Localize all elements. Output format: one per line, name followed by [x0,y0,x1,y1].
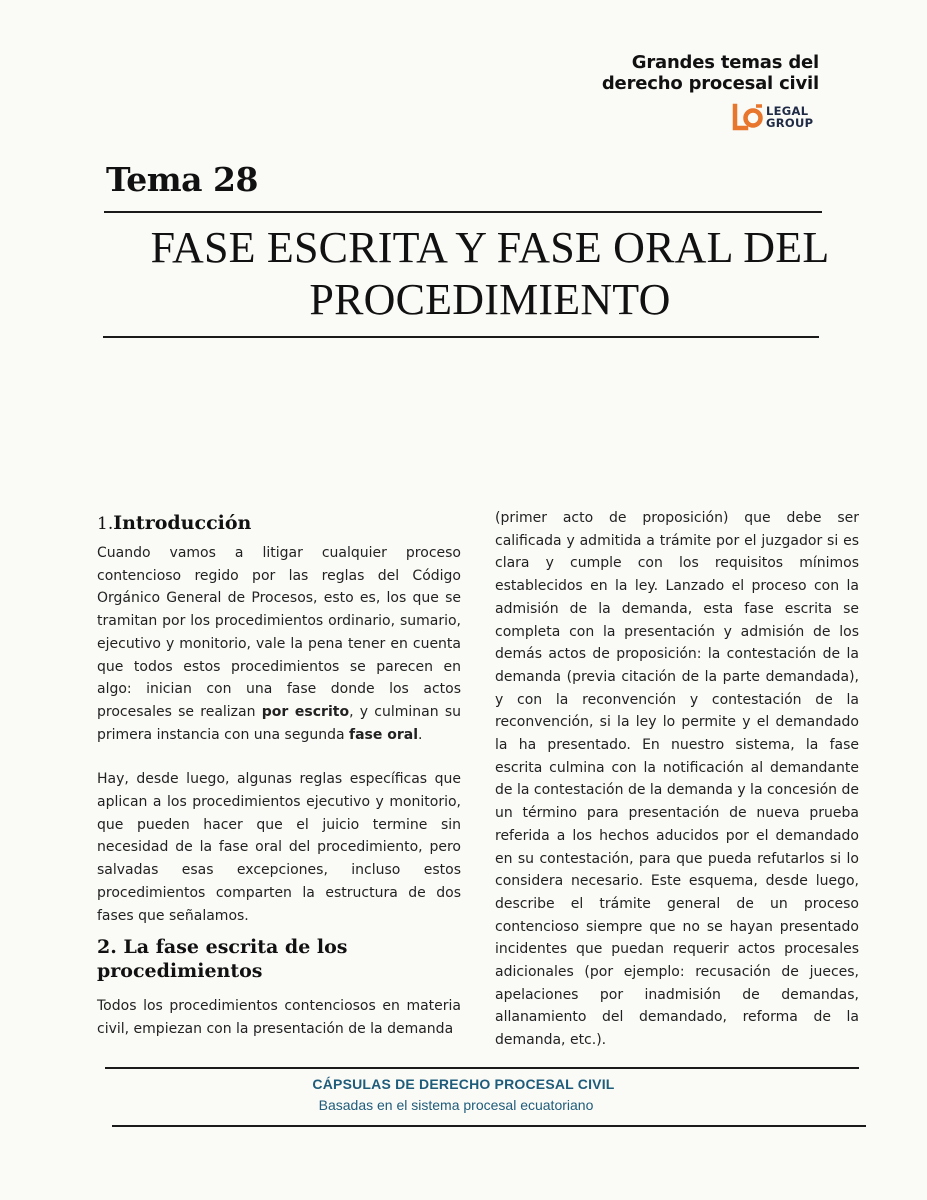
paragraph-fase-escrita-start: Todos los procedimientos contenciosos en materia civil, empiezan con la presentación de la demanda [97,998,461,1037]
section-number: 1. [97,514,114,534]
series-title [602,52,819,94]
page-title-line2: PROCEDIMIENTO [309,275,671,324]
paragraph-intro [97,542,461,746]
lg-monogram-icon [732,103,764,133]
divider-title [103,336,819,338]
emphasis-fase-oral: fase oral [349,726,419,743]
legal-group-logo [732,102,822,134]
page-title [100,222,880,326]
footer-subtitle: Basadas en el sistema procesal ecuatoriano [318,1097,594,1113]
section-heading-fase-escrita: 2. La fase escrita de los procedimientos [97,936,348,983]
logo-wordmark [766,105,813,129]
divider-footer-bottom [112,1125,866,1127]
footer-series-name: CÁPSULAS DE DERECHO PROCESAL CIVIL [312,1076,615,1092]
paragraph-fase-escrita-cont: (primer acto de proposición) que debe ser calificada y admitida a trámite por el juzgador si es clara y cumple con los requisitos mínimos establecidos en la ley. Lanzado el proceso con la admisión de la demanda, esta fase escrita se completa con la presentación y admisión de los demás actos de proposición: la contestación de la demanda (previa citación de la parte demandada), y con la reconvención y contestación de la reconvención, si la ley lo permite y el demandado la ha presentado. En nuestro sistema, la fase escrita culmina con la notificación al demandante de la contestación de la demanda y la concesión de un término para presentación de nueva prueba referida a los hechos aducidos por el demandado en su contestación, para que pueda refutarlos si lo considera necesario. Este esquema, desde luego, describe el trámite general de un proceso contencioso siempre que no se hayan presentado incidentes que puedan requerir actos procesales adicionales (por ejemplo: recusación de jueces, apelaciones por inadmisión de demandas, allanamiento del demandado, reforma de la demanda, etc.). [495,510,859,1049]
divider-footer-top [105,1067,859,1069]
section-heading-introduccion [97,511,461,536]
page-title-line1: FASE ESCRITA Y FASE ORAL DEL [150,223,830,272]
series-title-line2: derecho procesal civil [601,73,819,94]
divider-top [104,211,822,213]
text-run: , y culminan su primera instancia con una segunda [97,703,462,743]
logo-line2: GROUP [766,116,814,130]
text-run: Cuando vamos a litigar cualquier proceso contencioso regido por las reglas del Código Orgánico General de Procesos, esto es, los que se tramitan por los procedimientos ordinario, sumario, ejecutivo y monitorio, vale la pena tener en cuenta que todos estos procedimientos se parecen en algo: inician con una fase donde los actos procesales se realizan [97,545,461,720]
column-left [97,507,461,1041]
emphasis-por-escrito: por escrito [261,703,350,720]
text-run: . [418,726,423,743]
series-title-line1: Grandes temas del [631,52,819,73]
section-title: Introducción [113,512,252,534]
paragraph-exceptions: Hay, desde luego, algunas reglas específicas que aplican a los procedimientos ejecutivo y monitorio, que pueden hacer que el juicio termine sin necesidad de la fase oral del procedimiento, pero salvadas esas excepciones, incluso estos procedimientos comparten la estructura de dos fases que señalamos. [97,771,461,924]
logo-line1: LEGAL [766,104,809,118]
topic-number: Tema 28 [106,160,258,199]
column-right [495,507,859,1052]
